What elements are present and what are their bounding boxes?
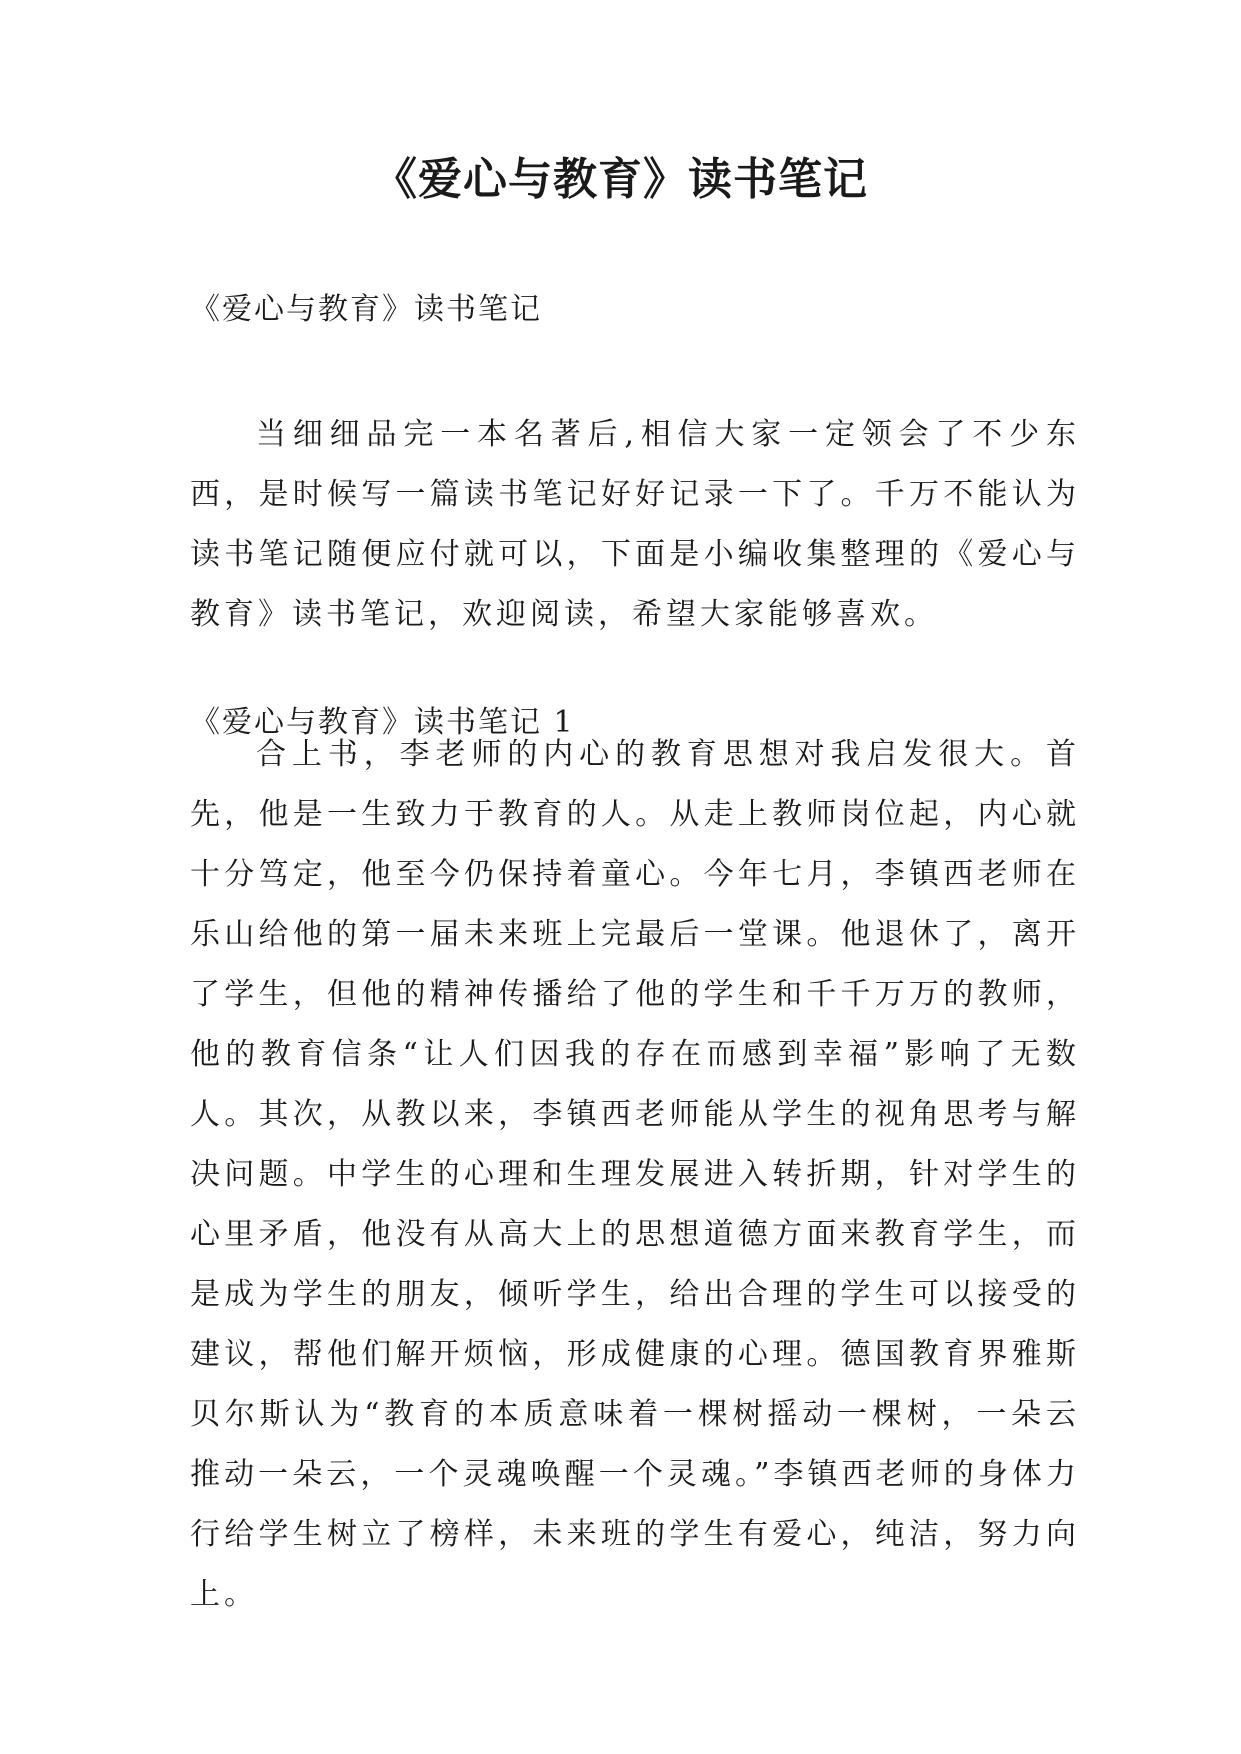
document-subtitle: 《爱心与教育》读书笔记 [190, 292, 542, 327]
section-heading: 《爱心与教育》读书笔记 1 [190, 705, 575, 740]
document-title: 《爱心与教育》读书笔记 [373, 154, 868, 205]
intro-paragraph: 当细细品完一本名著后,相信大家一定领会了不少东西，是时候写一篇读书笔记好好记录一下了。千万不能认为读书笔记随便应付就可以，下面是小编收集整理的《爱心与教育》读书笔记，欢迎阅读，希望大家能够喜欢。 [190, 417, 1080, 632]
section-paragraph: 合上书，李老师的内心的教育思想对我启发很大。首先，他是一生致力于教育的人。从走上教师岗位起，内心就十分笃定，他至今仍保持着童心。今年七月，李镇西老师在乐山给他的第一届未来班上完最后一堂课。他退休了，离开了学生，但他的精神传播给了他的学生和千千万万的教师，他的教育信条“让人们因我的存在而感到幸福”影响了无数人。其次，从教以来，李镇西老师能从学生的视角思考与解决问题。中学生的心理和生理发展进入转折期，针对学生的心里矛盾，他没有从高大上的思想道德方面来教育学生，而是成为学生的朋友，倾听学生，给出合理的学生可以接受的建议，帮他们解开烦恼，形成健康的心理。德国教育界雅斯贝尔斯认为“教育的本质意味着一棵树摇动一棵树，一朵云推动一朵云，一个灵魂唤醒一个灵魂。”李镇西老师的身体力行给学生树立了榜样，未来班的学生有爱心，纯洁，努力向上。 [190, 737, 1080, 1612]
